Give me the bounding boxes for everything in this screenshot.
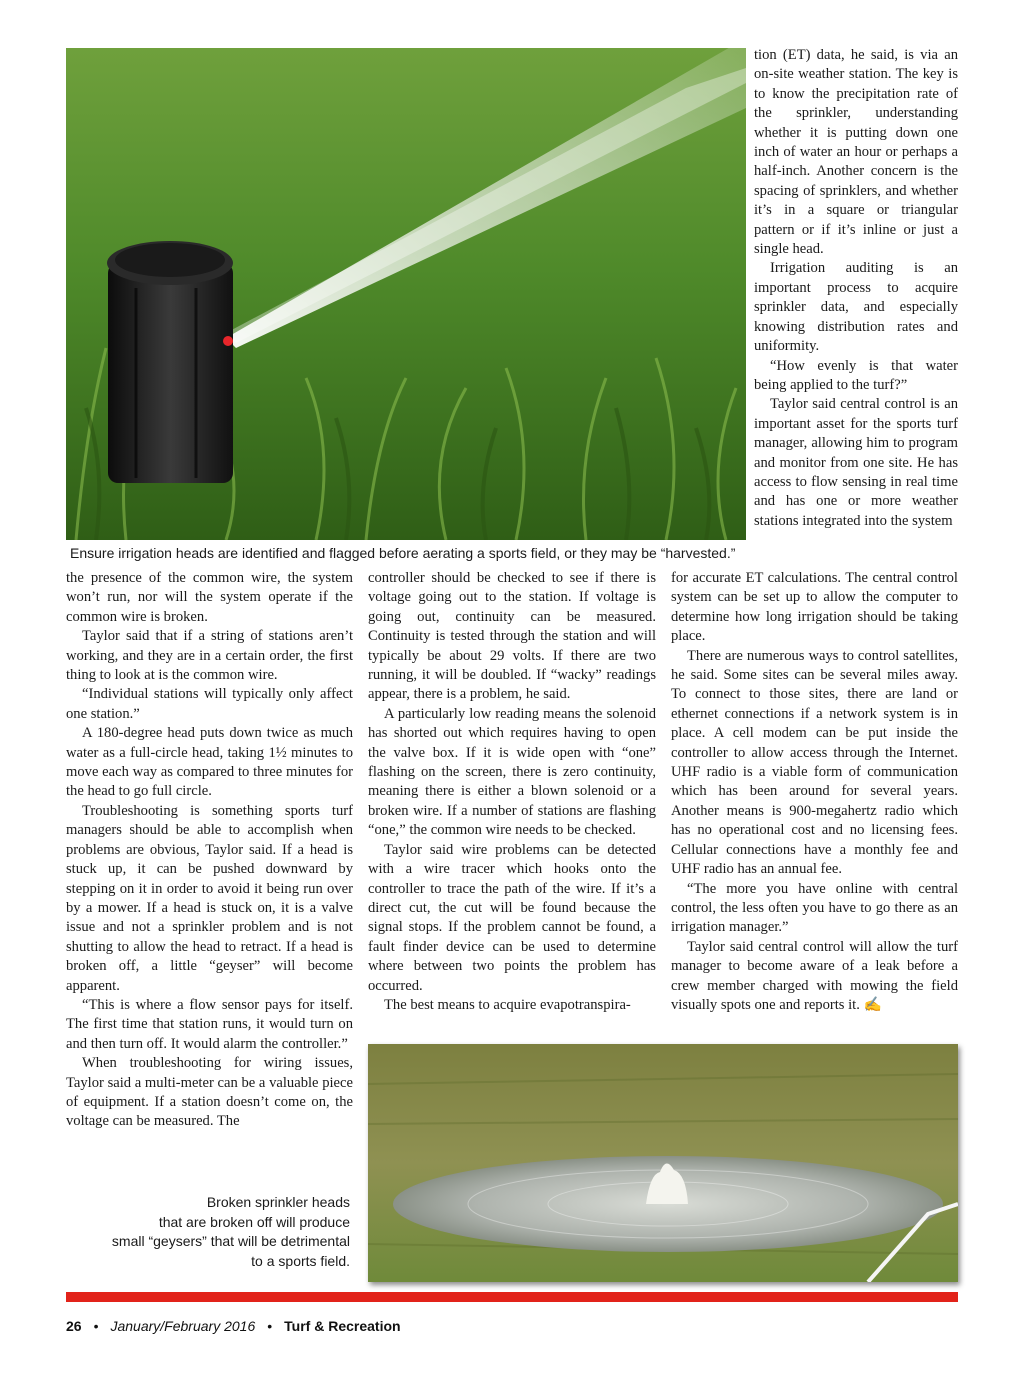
issue-date: January/February 2016	[110, 1318, 256, 1334]
paragraph: A particularly low reading means the solenoid has shorted out which requires having to open the valve box. If it is wide open with “one” flashing on the screen, there is zero continuity, meaning there is either a blown solenoid or a broken wire. If a number of stations are flashing “one,” the common wire needs to be checked.	[368, 705, 656, 839]
paragraph: “Individual stations will typically only affect one station.”	[66, 686, 353, 722]
geyser-photo	[368, 1044, 958, 1282]
bullet-separator: •	[267, 1318, 273, 1334]
caption-line: to a sports field.	[251, 1252, 350, 1269]
sprinkler-photo-image	[66, 48, 746, 540]
paragraph: Taylor said central control will allow the turf manager to become aware of a leak before a crew member charged with mowing the field visually spots one and reports it. ✍	[671, 938, 958, 1013]
paragraph: Taylor said wire problems can be detected with a wire tracer which hooks onto the controller to trace the path of the wire. If it’s a direct cut, the cut will be found because the signal stops. If the problem cannot be found, a fault finder device can be used to determine where between two points the problem has occurred.	[368, 841, 656, 994]
paragraph: The best means to acquire evapotranspira-	[384, 996, 631, 1013]
page-footer	[66, 1318, 401, 1334]
paragraph: “How evenly is that water being applied to the turf?”	[754, 357, 958, 393]
paragraph: There are numerous ways to control satellites, he said. Some sites can be several miles away. To connect to those sites, there are land or ethernet connections if a network system is in place. A cell modem can be put inside the controller to allow access through the Internet. UHF radio is a viable form of communication which has been around for several years. Another means is 900-megahertz radio which has no operational cost and no licensing fees. Cellular connections have a monthly fee and UHF radio has an annual fee.	[671, 647, 958, 878]
paragraph: the presence of the common wire, the system won’t run, nor will the system operate if the common wire is broken.	[66, 570, 353, 625]
paragraph: “The more you have online with central control, the less often you have to go there as an irrigation manager.”	[671, 880, 958, 936]
caption-line: that are broken off will produce	[158, 1213, 350, 1230]
paragraph: controller should be checked to see if there is voltage going out to the station. If voltage is going out, continuity can be measured. Continuity is tested through the station and will typically be about 29 volts. If there are two running, it will be doubled. If “wacky” readings appear, there is a problem, he said.	[368, 570, 656, 703]
paragraph: for accurate ET calculations. The central control system can be set up to allow the computer to determine how long irrigation should be taking place.	[671, 570, 958, 645]
text-column-1	[66, 569, 353, 1132]
text-column-2	[368, 569, 656, 1015]
paragraph: “This is where a flow sensor pays for itself. The first time that station runs, it would turn on and then turn off. It would alarm the controller.”	[66, 996, 353, 1052]
sprinkler-photo-caption: Ensure irrigation heads are identified and flagged before aerating a sports field, or they may be “harvested.”	[70, 545, 736, 561]
top-right-column	[754, 46, 958, 531]
paragraph: Troubleshooting is something sports turf managers should be able to accomplish when problems are obvious, Taylor said. If a head is stuck up, it can be pushed downward by stepping on it in order to avoid it being run over by a mower. If a head is stuck on, it is a valve issue and not a sprinkler problem and is not shutting to allow the head to retract. If a head is broken off, a little “geyser” will become apparent.	[66, 802, 353, 994]
geyser-photo-image	[368, 1044, 958, 1282]
paragraph: A 180-degree head puts down twice as much water as a full-circle head, taking 1½ minutes to move each way as compared to three minutes for the head to go full circle.	[66, 725, 353, 800]
caption-line: small “geysers” that will be detrimental	[111, 1233, 350, 1249]
caption-line: Broken sprinkler heads	[206, 1194, 350, 1210]
paragraph: tion (ET) data, he said, is via an on-site weather station. The key is to know the precipitation rate of the sprinkler, understanding whether it is putting down one inch of water an hour or perhaps a half-inch. Another concern is the spacing of sprinklers, and whether it’s in a square or triangular pattern or if it’s inline or just a single head.	[754, 47, 958, 258]
bullet-separator: •	[93, 1318, 99, 1334]
geyser-photo-caption	[66, 1193, 350, 1271]
page-number: 26	[66, 1318, 82, 1334]
footer-rule	[66, 1292, 958, 1302]
magazine-name: Turf & Recreation	[284, 1318, 401, 1334]
text-column-3	[671, 569, 958, 1015]
paragraph: When troubleshooting for wiring issues, Taylor said a multi-meter can be a valuable piece of equipment. If a station doesn’t come on, the voltage can be measured. The	[66, 1055, 353, 1130]
paragraph: Taylor said that if a string of stations aren’t working, and they are in a certain order, the first thing to look at is the common wire.	[66, 628, 353, 684]
paragraph: Irrigation auditing is an important process to acquire sprinkler data, and especially knowing distribution rates and uniformity.	[754, 260, 958, 355]
sprinkler-photo	[66, 48, 746, 540]
paragraph: Taylor said central control is an important asset for the sports turf manager, allowing him to program and monitor from one site. He has access to flow sensing in real time and has one or more weather stations integrated into the system	[754, 396, 958, 529]
